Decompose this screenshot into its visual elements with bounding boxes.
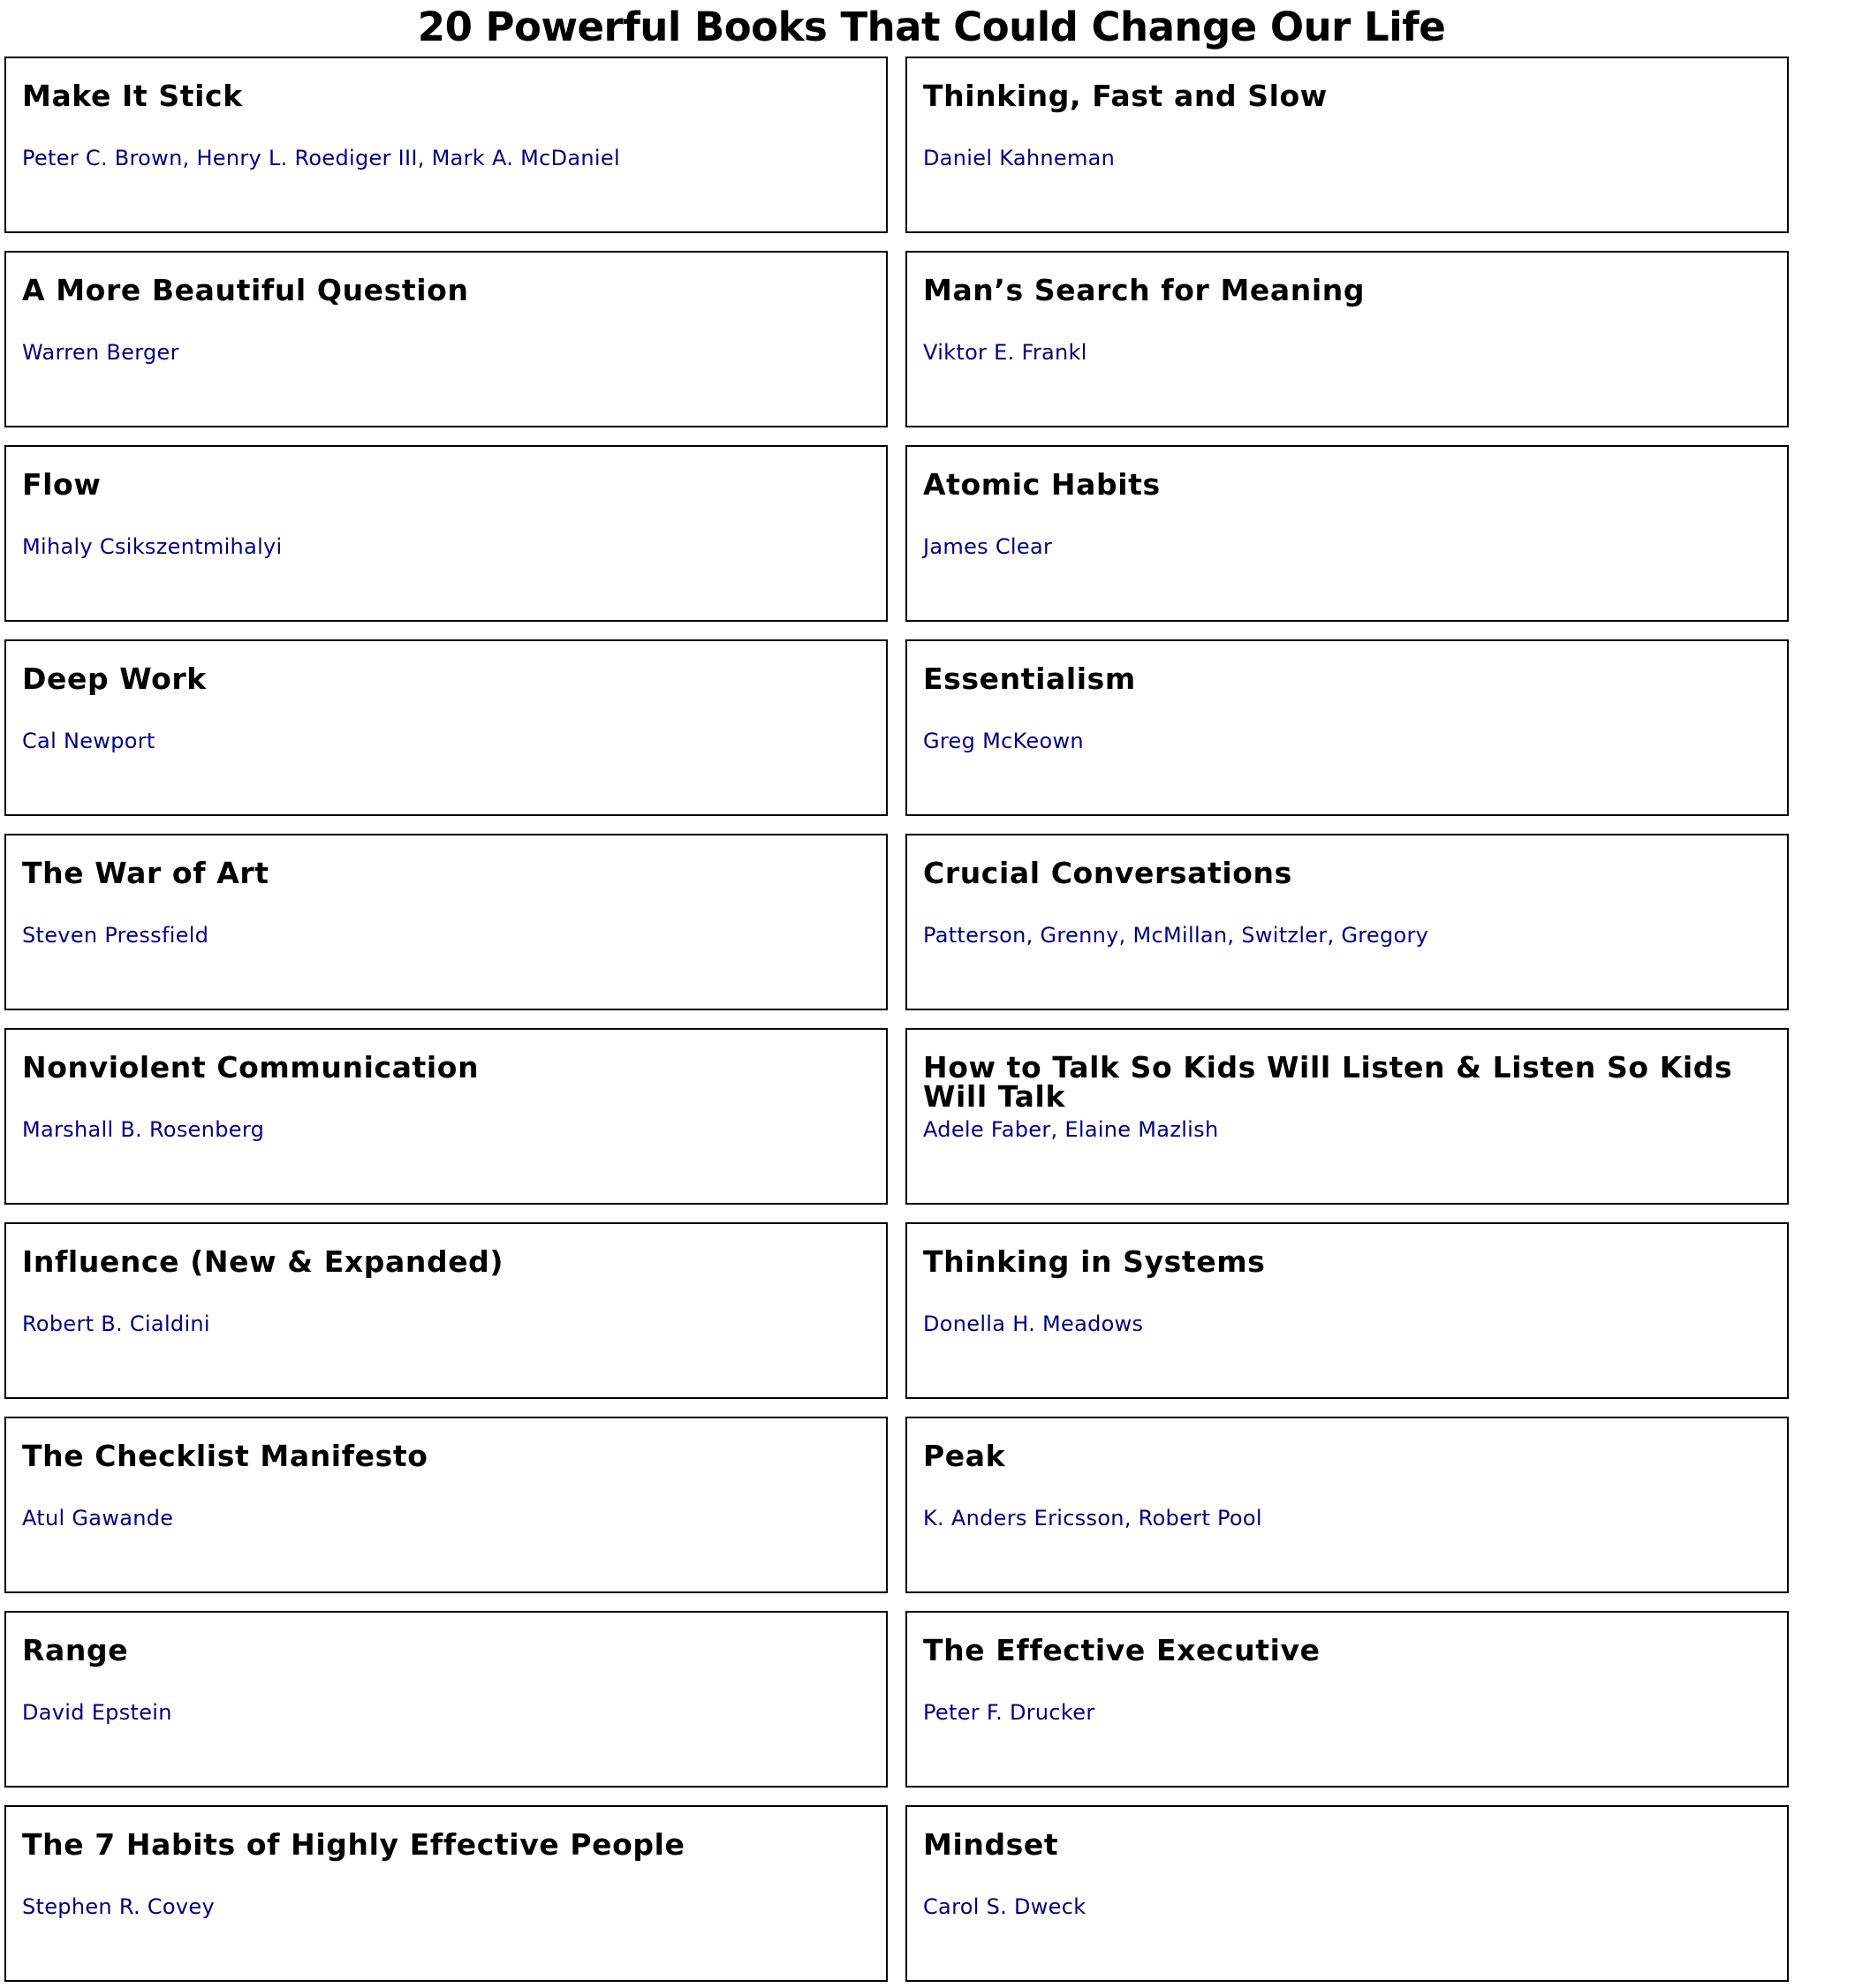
book-author: Atul Gawande [22,1506,174,1531]
book-card[interactable] [4,834,888,1010]
book-title: How to Talk So Kids Will Listen & Listen So Kids Will Talk [923,1050,1733,1114]
book-author: Cal Newport [22,729,155,753]
book-title: Deep Work [22,661,207,696]
book-card[interactable] [905,1417,1789,1593]
book-card[interactable] [4,1222,888,1399]
book-card[interactable] [905,1028,1789,1205]
book-card[interactable] [905,1222,1789,1399]
book-author: Carol S. Dweck [923,1894,1086,1919]
book-title: The Effective Executive [923,1633,1321,1667]
book-grid [4,57,1791,1982]
book-title: The 7 Habits of Highly Effective People [22,1827,685,1862]
page-title: 20 Powerful Books That Could Change Our Life [417,4,1446,50]
book-author: Steven Pressfield [22,923,209,948]
book-card[interactable] [905,834,1789,1010]
book-title: Make It Stick [22,79,243,113]
book-title: Man’s Search for Meaning [923,273,1366,307]
book-card[interactable] [905,639,1789,816]
book-author: Peter F. Drucker [923,1700,1095,1725]
book-title: Essentialism [923,661,1136,696]
book-title: A More Beautiful Question [22,273,469,307]
book-author: Peter C. Brown, Henry L. Roediger III, Mark A. McDaniel [22,146,620,170]
book-card[interactable] [905,57,1789,233]
book-author: Donella H. Meadows [923,1311,1144,1336]
book-title: Mindset [923,1827,1059,1862]
book-title: Thinking in Systems [923,1244,1266,1279]
book-card[interactable] [905,445,1789,622]
book-card[interactable] [905,1805,1789,1982]
book-title: Influence (New & Expanded) [22,1244,504,1279]
book-card[interactable] [4,639,888,816]
book-title: Range [22,1633,129,1667]
book-author: Mihaly Csikszentmihalyi [22,534,283,559]
book-card[interactable] [4,1028,888,1205]
book-card[interactable] [4,1417,888,1593]
book-title: Crucial Conversations [923,856,1292,890]
book-card[interactable] [905,1611,1789,1788]
book-author: Daniel Kahneman [923,146,1116,170]
book-author: Viktor E. Frankl [923,340,1087,365]
book-author: Warren Berger [22,340,179,365]
book-author: James Clear [923,534,1053,559]
book-title: Peak [923,1439,1006,1473]
book-author: K. Anders Ericsson, Robert Pool [923,1506,1262,1531]
book-author: Robert B. Cialdini [22,1311,210,1336]
book-card[interactable] [4,57,888,233]
book-author: Stephen R. Covey [22,1894,215,1919]
book-title: Flow [22,467,102,502]
book-title: Thinking, Fast and Slow [923,79,1328,113]
book-title: The Checklist Manifesto [22,1439,428,1473]
book-title: Atomic Habits [923,467,1161,502]
book-card[interactable] [905,251,1789,427]
book-title: The War of Art [22,856,269,890]
book-author: David Epstein [22,1700,172,1725]
book-card[interactable] [4,1611,888,1788]
book-card[interactable] [4,445,888,622]
book-author: Patterson, Grenny, McMillan, Switzler, Gregory [923,923,1429,948]
book-author: Greg McKeown [923,729,1084,753]
book-author: Marshall B. Rosenberg [22,1117,265,1142]
book-title: Nonviolent Communication [22,1050,480,1085]
book-card[interactable] [4,251,888,427]
book-author: Adele Faber, Elaine Mazlish [923,1117,1219,1142]
book-card[interactable] [4,1805,888,1982]
